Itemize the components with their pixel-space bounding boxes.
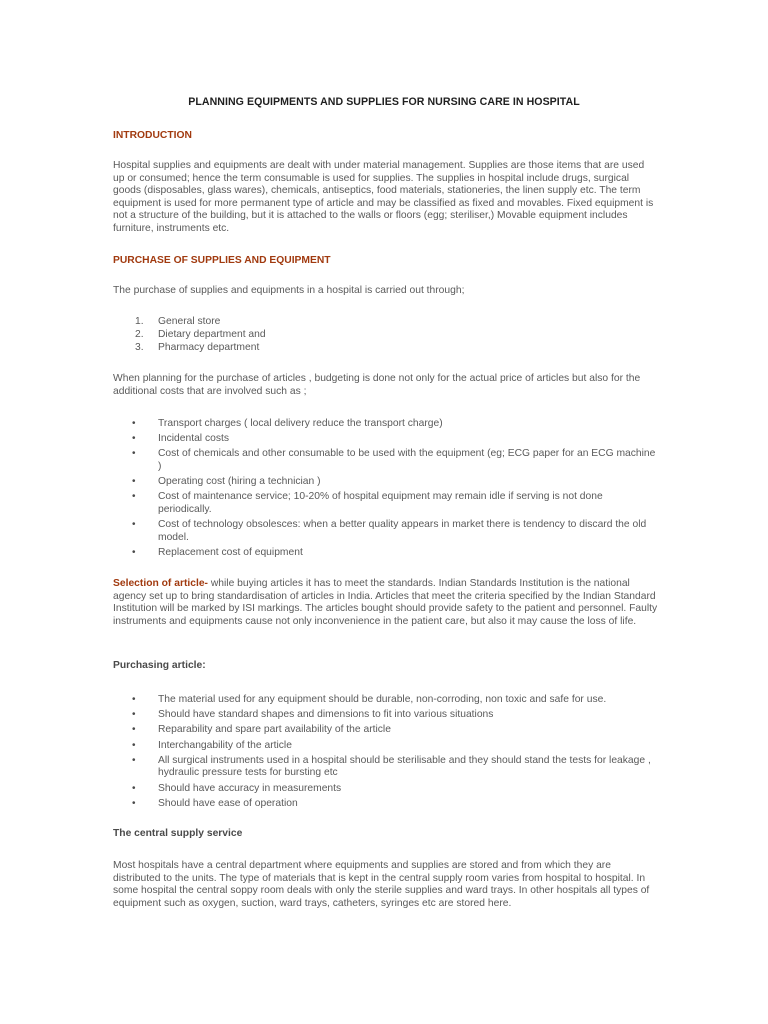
selection-lead: Selection of article- <box>113 578 208 589</box>
list-item <box>113 433 658 446</box>
bullet-icon: • <box>132 433 136 445</box>
list-item-text: Cost of chemicals and other consumable to be used with the equipment (eg; ECG paper for an ECG machine ) <box>158 448 656 472</box>
budget-paragraph: When planning for the purchase of articles , budgeting is done not only for the actual price of articles but also for the additional costs that are involved such as ; <box>113 373 641 397</box>
bullet-icon: • <box>132 694 136 705</box>
list-item-text: Incidental costs <box>158 433 229 445</box>
list-item-text: The material used for any equipment should be durable, non-corroding, non toxic and safe for use. <box>158 694 607 705</box>
bullet-icon: • <box>132 782 136 794</box>
list-item-text: Replacement cost of equipment <box>158 546 303 558</box>
list-item-text: Cost of maintenance service; 10-20% of hospital equipment may remain idle if serving is not done periodically. <box>158 491 603 515</box>
bullet-icon: • <box>132 709 136 721</box>
list-item <box>113 709 658 722</box>
list-item-number: 3. <box>135 342 144 354</box>
list-item <box>113 798 658 811</box>
list-item <box>113 418 658 431</box>
purchase-intro-paragraph: The purchase of supplies and equipments in a hospital is carried out through; <box>113 285 465 296</box>
list-item <box>113 448 658 473</box>
bullet-icon: • <box>132 739 136 751</box>
bullet-icon: • <box>132 546 136 558</box>
list-item-text: All surgical instruments used in a hospital should be sterilisable and they should stand the tests for leakage , hydraulic pressure tests for bursting etc <box>158 754 651 779</box>
list-item <box>113 724 658 737</box>
additional-costs-list <box>113 418 658 562</box>
list-item-text: Should have standard shapes and dimensions to fit into various situations <box>158 709 494 721</box>
list-item <box>113 316 658 329</box>
list-item <box>113 547 658 560</box>
list-item-number: 2. <box>135 329 144 341</box>
list-item-text: General store <box>158 316 221 327</box>
list-item-text: Transport charges ( local delivery reduce the transport charge) <box>158 418 443 429</box>
list-item <box>113 342 658 355</box>
central-supply-heading: The central supply service <box>113 828 243 839</box>
list-item-text: Operating cost (hiring a technician ) <box>158 476 321 488</box>
bullet-icon: • <box>132 754 136 766</box>
document-title: PLANNING EQUIPMENTS AND SUPPLIES FOR NURSING CARE IN HOSPITAL <box>188 96 580 108</box>
selection-text: while buying articles it has to meet the standards. Indian Standards Institution is the national agency set up to bring standardisation of articles in India. Articles that meet the criteria specified by the Indian Standard Institution will be marked by ISI markings. The articles bought should provide safety to the patient and personnel. Faulty instruments and equipments cause not only inconvenience in the patient care, but also it may cause the loss of life. <box>113 578 658 627</box>
bullet-icon: • <box>132 448 136 460</box>
list-item-text: Should have ease of operation <box>158 797 298 809</box>
list-item <box>113 694 658 707</box>
list-item <box>113 755 658 780</box>
purchase-heading: PURCHASE OF SUPPLIES AND EQUIPMENT <box>113 255 331 266</box>
list-item-text: Pharmacy department <box>158 342 260 354</box>
purchasing-article-heading: Purchasing article: <box>113 660 206 671</box>
central-supply-paragraph: Most hospitals have a central department where equipments and supplies are stored and from which they are distributed to the units. The type of materials that is kept in the central supply room varies from hospital to hospital. In some hospital the central soppy room deals with only the sterile supplies and ward trays. In other hospitals all types of equipment such as oxygen, suction, ward trays, catheters, syringes etc are stored here. <box>113 860 650 909</box>
list-item <box>113 476 658 489</box>
list-item <box>113 740 658 753</box>
introduction-paragraph: Hospital supplies and equipments are dealt with under material management. Supplies are those items that are used up or consumed; hence the term consumable is used for supplies. The supplies in hospital include drugs, surgical goods (disposables, glass wares), chemicals, antiseptics, food materials, stationeries, the linen supply etc. The term equipment is used for more permanent type of article and may be classified as fixed and movables. Fixed equipment is not a structure of the building, but it is attached to the walls or floors (egg; steriliser,) Movable equipment includes furniture, instruments etc. <box>113 160 654 234</box>
introduction-heading: INTRODUCTION <box>113 130 192 141</box>
list-item-text: Cost of technology obsolesces: when a better quality appears in market there is tendency to discard the old model. <box>158 519 647 543</box>
bullet-icon: • <box>132 418 136 429</box>
bullet-icon: • <box>132 491 136 503</box>
bullet-icon: • <box>132 797 136 809</box>
list-item-text: Dietary department and <box>158 329 266 341</box>
list-item <box>113 329 658 342</box>
list-item-text: Reparability and spare part availability of the article <box>158 724 391 736</box>
list-item-number: 1. <box>135 316 144 327</box>
purchasing-article-list <box>113 694 658 813</box>
list-item <box>113 783 658 796</box>
list-item <box>113 491 658 516</box>
list-item-text: Should have accuracy in measurements <box>158 782 342 794</box>
department-list <box>113 316 658 356</box>
bullet-icon: • <box>132 724 136 736</box>
selection-paragraph <box>113 578 658 628</box>
bullet-icon: • <box>132 476 136 488</box>
bullet-icon: • <box>132 519 136 531</box>
list-item-text: Interchangability of the article <box>158 739 292 751</box>
list-item <box>113 519 658 544</box>
